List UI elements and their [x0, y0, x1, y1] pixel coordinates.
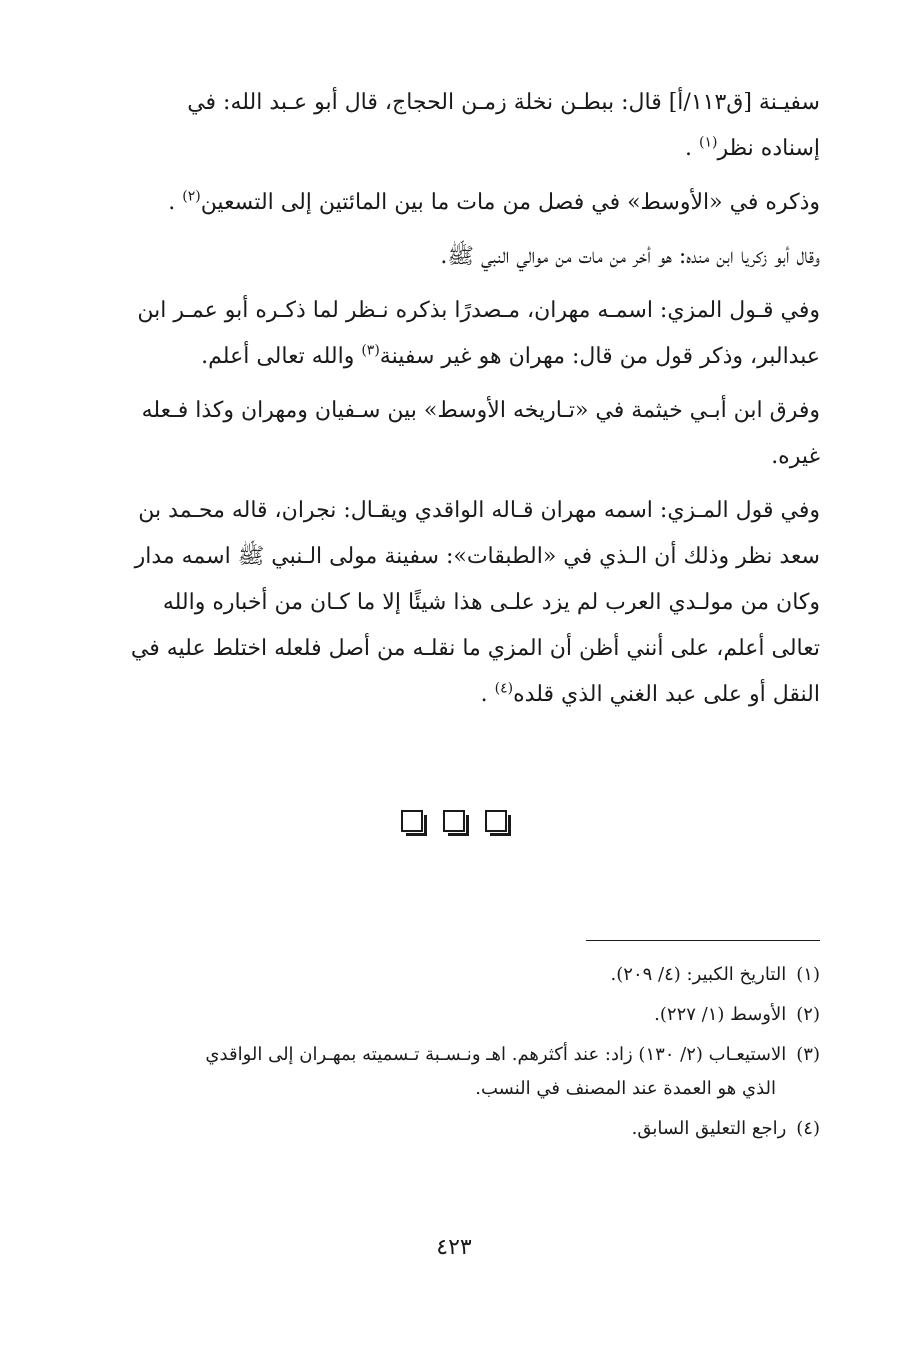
footnote-number: (٣) [796, 1044, 820, 1065]
square-ornament-icon [443, 810, 465, 832]
paragraph-6-line-5: النقل أو على عبد الغني الذي قلده [513, 682, 820, 707]
paragraph-6-line-3: وكان من مولـدي العرب لم يزد علـى هذا شيئًا إلا ما كـان من أخباره والله [162, 590, 820, 615]
footnote-separator-rule [586, 940, 820, 941]
footnote-number: (٤) [796, 1118, 820, 1139]
paragraph-4-line-1: وفي قـول المزي: اسمـه مهران، مـصدرًا بذكره نـظر لما ذكـره أبو عمـر ابن [137, 298, 820, 323]
footnote-text: الاستيعـاب (٢/ ١٣٠) زاد: عند أكثرهم. اهـ ونـسـبة تـسميته بمهـران إلى الواقدي [205, 1044, 787, 1065]
paragraph-2-text: وذكره في «الأوسط» في فصل من مات ما بين المائتين إلى التسعين [200, 190, 820, 215]
paragraph-6-end: . [480, 682, 495, 707]
paragraph-1-end: . [685, 136, 700, 161]
footnote-ref-4[interactable]: (٤) [494, 680, 514, 697]
paragraph-5-line-2: غيره. [771, 444, 820, 469]
paragraph-1-line-2: إسناده نظر [717, 136, 820, 161]
paragraph-6 [118, 488, 820, 718]
square-ornament-icon [485, 810, 507, 832]
footnote-ref-1[interactable]: (١) [699, 134, 718, 151]
section-divider-ornament [0, 805, 908, 835]
footnote-4 [118, 1112, 820, 1146]
paragraph-2-end: . [168, 190, 183, 215]
footnote-text: راجع التعليق السابق. [631, 1118, 787, 1139]
paragraph-1 [118, 80, 820, 172]
footnote-ref-2[interactable]: (٢) [182, 188, 201, 205]
footnote-number: (٢) [796, 1004, 820, 1025]
page-number: ٤٢٣ [436, 1235, 472, 1260]
square-ornament-icon [401, 810, 423, 832]
footnote-text: التاريخ الكبير: (٤/ ٢٠٩). [610, 964, 787, 985]
footnote-1 [118, 958, 820, 992]
footnote-2 [118, 998, 820, 1032]
paragraph-1-line-1: سفيـنة [ق١١٣/أ] قال: ببطـن نخلة زمـن الحجاج، قال أبو عـبد الله: في [187, 90, 820, 115]
footnote-ref-3[interactable]: (٣) [361, 342, 380, 359]
paragraph-3 [118, 234, 820, 280]
footnote-text-continuation: الذي هو العمدة عند المصنف في النسب. [475, 1078, 776, 1099]
footnote-text: الأوسط (١/ ٢٢٧). [654, 1004, 787, 1025]
paragraph-2 [118, 180, 820, 226]
paragraph-5 [118, 388, 820, 480]
paragraph-6-line-2: سعد نظر وذلك أن الـذي في «الطبقات»: سفينة مولى الـنبي ﷺ اسمه مدار [134, 544, 820, 569]
footnote-number: (١) [796, 964, 820, 985]
paragraph-6-line-4: تعالى أعلم، على أنني أظن أن المزي ما نقلـه من أصل فلعله اختلط عليه في [130, 636, 820, 661]
paragraph-3-text: وقال أبو زكريا ابن منده: هو أخر من مات من موالي النبي ﷺ. [440, 244, 820, 269]
paragraph-4 [118, 288, 820, 380]
main-text [118, 80, 820, 726]
footnotes [118, 958, 820, 1152]
paragraph-5-line-1: وفرق ابن أبـي خيثمة في «تـاريخه الأوسط» بين سـفيان ومهران وكذا فـعله [141, 398, 820, 423]
footnote-3 [118, 1038, 820, 1106]
paragraph-6-line-1: وفي قول المـزي: اسمه مهران قـاله الواقدي ويقـال: نجران، قاله محـمد بن [138, 498, 820, 523]
paragraph-4-line-2: عبدالبر، وذكر قول من قال: مهران هو غير سفينة [379, 344, 820, 369]
paragraph-4-end: والله تعالى أعلم. [201, 344, 362, 369]
